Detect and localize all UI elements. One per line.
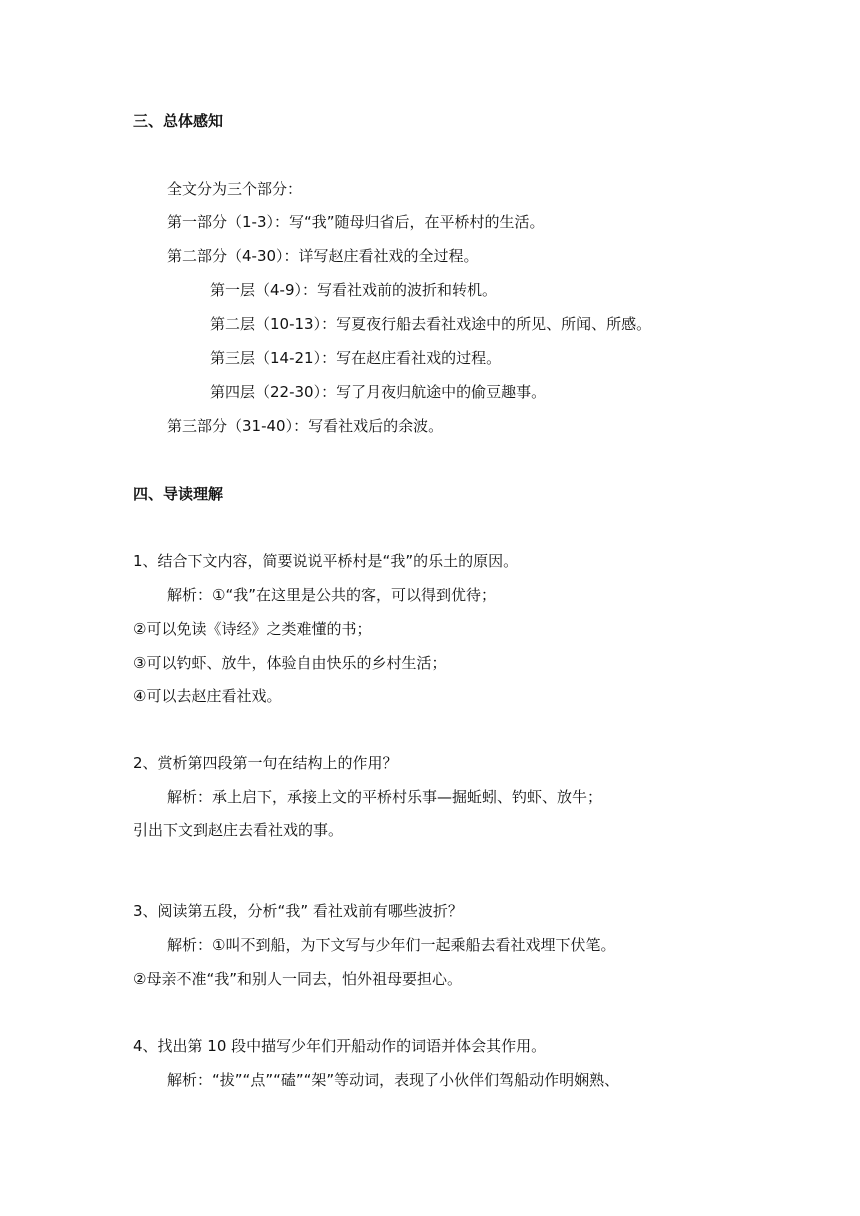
answer-1-line-3: ③可以钓虾、放牛，体验自由快乐的乡村生活；	[133, 654, 447, 672]
question-4: 4、找出第 10 段中描写少年们开船动作的词语并体会其作用。	[133, 1037, 547, 1055]
overview-part-3: 第三部分（31-40）：写看社戏后的余波。	[167, 417, 444, 435]
overview-part-2: 第二部分（4-30）：详写赵庄看社戏的全过程。	[167, 247, 479, 265]
overview-intro: 全文分为三个部分：	[167, 180, 303, 198]
question-1: 1、结合下文内容，简要说说平桥村是“我”的乐土的原因。	[133, 552, 519, 570]
answer-1-line-4: ④可以去赵庄看社戏。	[133, 687, 282, 705]
question-2: 2、赏析第四段第一句在结构上的作用？	[133, 754, 398, 772]
answer-2-line-1: 解析：承上启下，承接上文的平桥村乐事—掘蚯蚓、钓虾、放牛；	[167, 788, 603, 806]
answer-1-line-2: ②可以免读《诗经》之类难懂的书；	[133, 620, 372, 638]
overview-layer-3: 第三层（14-21）：写在赵庄看社戏的过程。	[210, 349, 502, 367]
question-3: 3、阅读第五段，分析“我” 看社戏前有哪些波折？	[133, 902, 463, 920]
overview-layer-4: 第四层（22-30）：写了月夜归航途中的偷豆趣事。	[210, 383, 547, 401]
section-heading-overview: 三、总体感知	[133, 112, 224, 130]
answer-4-line-1: 解析：“拔”“点”“磕”“架”等动词，表现了小伙伴们驾船动作明娴熟、	[167, 1071, 620, 1089]
section-heading-reading: 四、导读理解	[133, 485, 224, 503]
overview-part-1: 第一部分（1-3）：写“我”随母归省后，在平桥村的生活。	[167, 213, 545, 231]
overview-layer-2: 第二层（10-13）：写夏夜行船去看社戏途中的所见、所闻、所感。	[210, 315, 652, 333]
answer-1-line-1: 解析：①“我”在这里是公共的客，可以得到优待；	[167, 586, 496, 604]
answer-2-line-2: 引出下文到赵庄去看社戏的事。	[133, 821, 344, 839]
answer-3-line-1: 解析：①叫不到船，为下文写与少年们一起乘船去看社戏埋下伏笔。	[167, 936, 616, 954]
answer-3-line-2: ②母亲不准“我”和别人一同去，怕外祖母要担心。	[133, 970, 462, 988]
overview-layer-1: 第一层（4-9）：写看社戏前的波折和转机。	[210, 281, 498, 299]
